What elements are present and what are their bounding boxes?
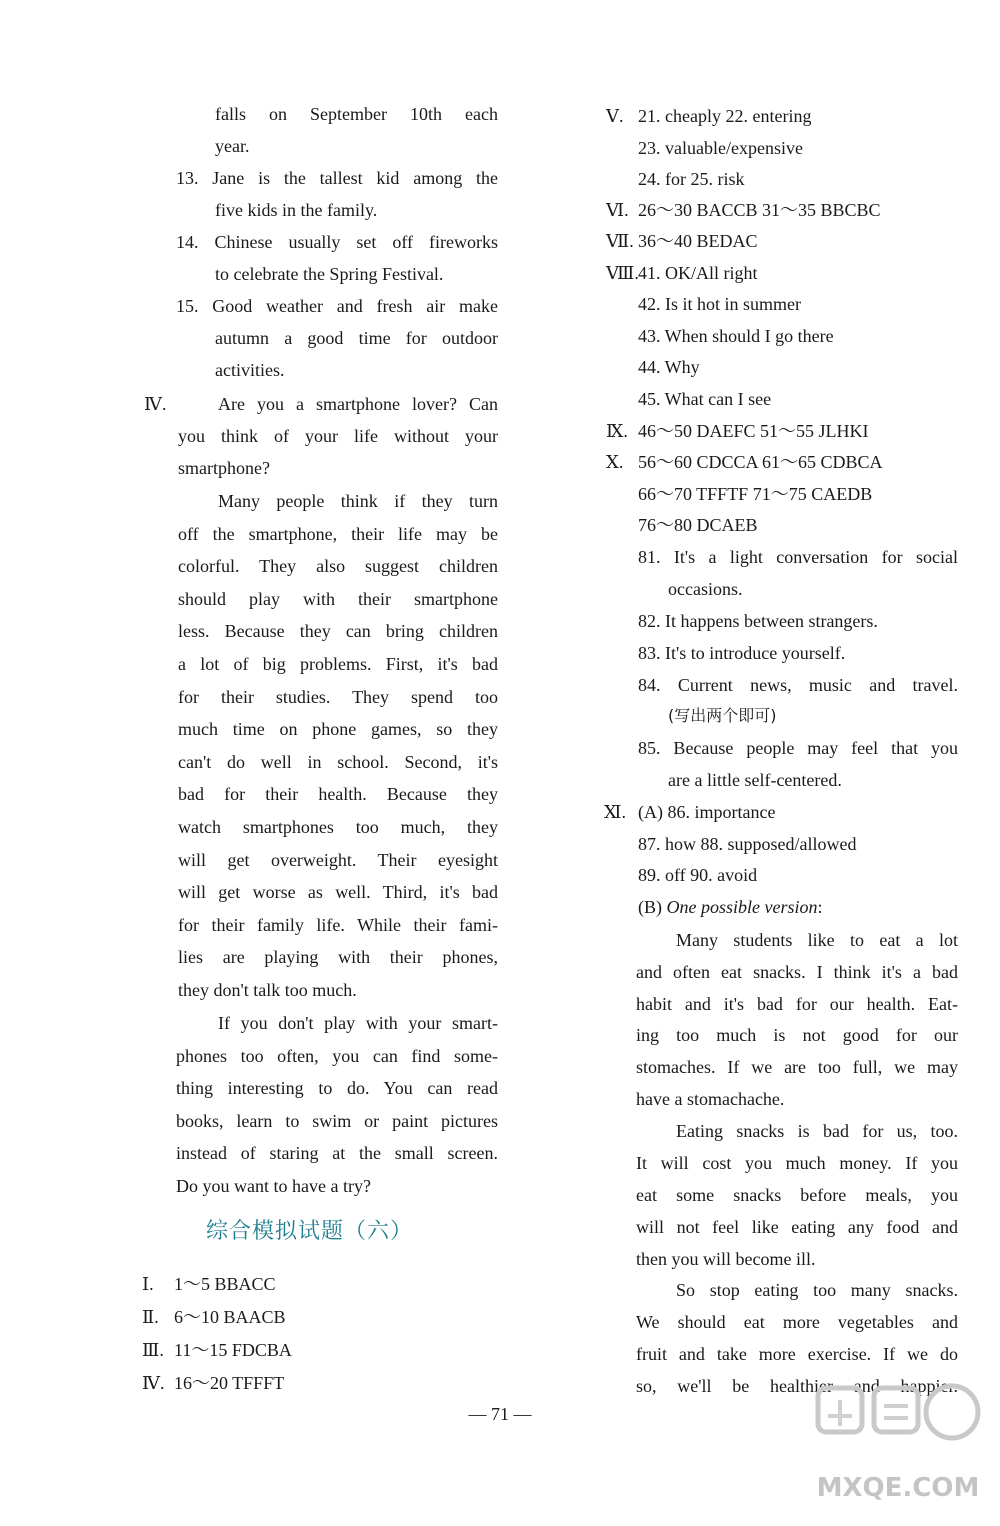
answer-2-text: 6～10 BAACB [174,1307,286,1327]
essay-p2-line-15: lies are playing with their phones, [178,947,498,968]
q84-line-2: (写出两个即可) [668,706,777,725]
answer-3-label: Ⅲ. [142,1340,164,1360]
essay-p2-line-4: should play with their smartphone [178,588,498,609]
section-5-line-3: 24. for 25. risk [638,169,745,189]
q85-line-1: 85. Because people may feel that you [638,738,958,758]
q12-line-2: year. [215,136,250,156]
essay-p2-line-5: less. Because they can bring children [178,621,498,642]
section-4-label: Ⅳ. [144,394,167,414]
essay-p2-line-14: for their family life. While their fami- [178,914,498,935]
essay-p2-line-7: for their studies. They spend too [178,686,498,707]
section-8-line-2: 42. Is it hot in summer [638,294,801,314]
essay-p2-line-2: off the smartphone, their life may be [178,523,498,544]
section-11-label: Ⅺ. [604,802,626,822]
answer-1-text: 1～5 BBACC [174,1274,276,1294]
answer-3-text: 11～15 FDCBA [174,1340,292,1360]
essay-p2-line-6: a lot of big problems. First, it's bad [178,654,498,674]
writing-p1-line-3: habit and it's bad for our health. Eat- [636,993,958,1014]
q13-line-1: 13. Jane is the tallest kid among the [176,168,498,188]
writing-p1-line-6: have a stomachache. [636,1089,785,1109]
answer-1-label: Ⅰ. [142,1274,154,1294]
q82: 82. It happens between strangers. [638,611,878,631]
q15-line-1: 15. Good weather and fresh air make [176,296,498,316]
essay-p2-line-11: watch smartphones too much, they [178,817,498,837]
section-9-text: 46～50 DAEFC 51～55 JLHKI [638,421,869,441]
essay-p2-line-13: will get worse as well. Third, it's bad [178,882,498,903]
section-8-line-3: 43. When should I go there [638,326,834,346]
essay-p2-line-16: they don't talk too much. [178,980,357,1000]
section-11-b [638,891,823,923]
section-10-line-1: 56～60 CDCCA 61～65 CDBCA [638,452,883,472]
section-8-line-5: 45. What can I see [638,389,772,409]
section-11-a: (A) 86. importance [638,802,776,822]
section-7-text: 36～40 BEDAC [638,231,758,251]
section-5-line-1: 21. cheaply 22. entering [638,106,812,126]
essay-p3-line-5: instead of staring at the small screen. [176,1143,498,1164]
section-6-text: 26～30 BACCB 31～35 BBCBC [638,200,881,220]
writing-p2-line-5: then you will become ill. [636,1249,816,1269]
q15-line-2: autumn a good time for outdoor [215,328,498,348]
q12-line-1: falls on September 10th each [215,104,498,124]
section-6-label: Ⅵ. [606,200,629,220]
watermark-graphic [810,1378,990,1518]
page-number: — 71 — [468,1404,532,1424]
watermark-box-2 [874,1388,918,1432]
writing-p1-line-2: and often eat snacks. I think it's a bad [636,961,958,982]
essay-p2-line-1: Many people think if they turn [218,491,498,511]
writing-p3-line-1: So stop eating too many snacks. [676,1280,958,1300]
section-11-line-1: 87. how 88. supposed/allowed [638,834,857,854]
essay-p1-line-2: you think of your life without your [178,426,498,446]
essay-p2-line-8: much time on phone games, so they [178,719,498,740]
essay-p2-line-10: bad for their health. Because they [178,784,498,805]
writing-p2-line-3: eat some snacks before meals, you [636,1185,958,1205]
q83: 83. It's to introduce yourself. [638,643,846,663]
section-9-label: Ⅸ. [606,421,628,441]
writing-p3-line-2: We should eat more vegetables and [636,1312,958,1332]
writing-p1-line-1: Many students like to eat a lot [676,930,958,950]
essay-p1-line-3: smartphone? [178,458,270,478]
watermark-circle [926,1386,978,1438]
answer-4-text: 16～20 TFFFT [174,1373,285,1393]
watermark-stroke-2 [884,1406,908,1418]
essay-p3-line-3: thing interesting to do. You can read [176,1078,498,1099]
q15-line-3: activities. [215,360,285,380]
section-11-b-italic: One possible version [666,897,818,917]
section-8-line-1: 41. OK/All right [638,263,758,283]
answer-2-label: Ⅱ. [142,1307,159,1327]
writing-p3-line-3: fruit and take more exercise. If we do [636,1344,958,1364]
section-5-label: Ⅴ. [606,106,624,126]
essay-p3-line-6: Do you want to have a try? [176,1176,371,1196]
q81-line-1: 81. It's a light conversation for social [638,547,958,567]
writing-p2-line-1: Eating snacks is bad for us, too. [676,1121,958,1141]
essay-p2-line-9: can't do well in school. Second, it's [178,751,498,772]
writing-p3-line-4: so, we'll be healthier and happier. [636,1376,958,1396]
section-7-label: Ⅶ. [606,231,634,251]
essay-p3-line-1: If you don't play with your smart- [218,1013,498,1033]
section-11-line-2: 89. off 90. avoid [638,865,758,885]
essay-p1-line-1: Are you a smartphone lover? Can [218,394,498,414]
essay-p2-line-3: colorful. They also suggest children [178,556,498,577]
essay-p2-line-12: will get overweight. Their eyesight [178,849,498,870]
essay-p3-line-2: phones too often, you can find some- [176,1045,498,1066]
section-10-label: Ⅹ. [606,452,624,472]
watermark-logo [810,1378,990,1518]
essay-p3-line-4: books, learn to swim or paint pictures [176,1110,498,1131]
section-title: 综合模拟试题（六） [206,1219,414,1244]
watermark-stroke-1 [828,1400,852,1426]
q81-line-2: occasions. [668,579,743,599]
writing-p2-line-4: will not feel like eating any food and [636,1217,958,1237]
writing-p1-line-5: stomaches. If we are too full, we may [636,1057,958,1078]
writing-p1-line-4: ing too much is not good for our [636,1025,958,1046]
q14-line-2: to celebrate the Spring Festival. [215,264,444,284]
section-5-line-2: 23. valuable/expensive [638,138,803,158]
section-10-line-3: 76～80 DCAEB [638,515,758,535]
q14-line-1: 14. Chinese usually set off fireworks [176,232,498,252]
q85-line-2: are a little self-centered. [668,770,842,790]
answer-4-label: Ⅳ. [142,1373,165,1393]
section-11-b-suffix: : [817,897,823,917]
writing-p2-line-2: It will cost you much money. If you [636,1153,958,1173]
section-10-line-2: 66～70 TFFTF 71～75 CAEDB [638,484,873,504]
q84-line-1: 84. Current news, music and travel. [638,675,958,695]
section-8-label: Ⅷ. [606,263,639,283]
section-11-b-prefix: (B) [638,897,667,917]
q13-line-2: five kids in the family. [215,200,378,220]
section-8-line-4: 44. Why [638,357,700,377]
watermark-text: MXQE.COM [816,1473,980,1503]
